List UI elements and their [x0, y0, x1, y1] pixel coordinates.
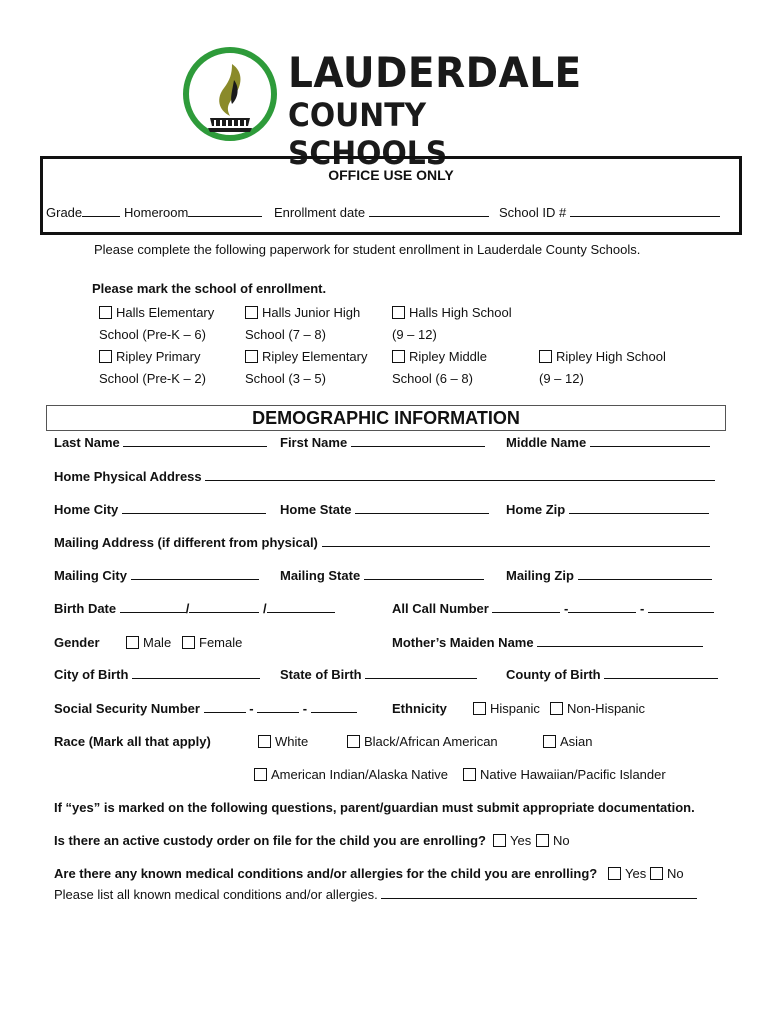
birth-date-label: Birth Date — [54, 601, 117, 616]
medical-yes-option[interactable]: Yes — [608, 866, 646, 881]
all-call-number-field[interactable]: All Call Number - - — [392, 601, 714, 616]
school-id-field[interactable] — [499, 205, 720, 220]
gender-male-option[interactable]: Male — [126, 635, 171, 650]
race-label: Race (Mark all that apply) — [54, 734, 211, 749]
mailing-zip-field[interactable] — [506, 568, 712, 583]
race-black-option[interactable]: Black/African American — [347, 734, 498, 749]
intro-text: Please complete the following paperwork for student enrollment in Lauderdale County Schools. — [94, 242, 641, 257]
city-of-birth-field[interactable] — [54, 667, 260, 682]
ssn-label: Social Security Number — [54, 701, 200, 716]
checkbox[interactable] — [182, 636, 195, 649]
enrollment-date-label: Enrollment date — [274, 205, 366, 220]
grade-label: Grade — [46, 205, 83, 220]
logo-title-line2: COUNTY SCHOOLS — [288, 96, 448, 172]
race-american-indian-option[interactable]: American Indian/Alaska Native — [254, 767, 448, 782]
middle-name-field[interactable] — [506, 435, 710, 450]
office-use-box — [40, 156, 742, 235]
ethnicity-non-hispanic-option[interactable]: Non-Hispanic — [550, 701, 645, 716]
checkbox[interactable] — [543, 735, 556, 748]
grade-field[interactable] — [46, 205, 120, 220]
school-id-label: School ID # — [499, 205, 567, 220]
torch-emblem-icon — [182, 46, 278, 142]
city-of-birth-label: City of Birth — [54, 667, 129, 682]
custody-no-option[interactable]: No — [536, 833, 570, 848]
medical-list-field[interactable] — [54, 887, 697, 902]
home-city-label: Home City — [54, 502, 119, 517]
gender-female-option[interactable]: Female — [182, 635, 242, 650]
last-name-field[interactable] — [54, 435, 267, 450]
checkbox[interactable] — [245, 350, 258, 363]
medical-no-option[interactable]: No — [650, 866, 684, 881]
home-zip-label: Home Zip — [506, 502, 566, 517]
mailing-state-label: Mailing State — [280, 568, 361, 583]
county-of-birth-label: County of Birth — [506, 667, 601, 682]
checkbox[interactable] — [245, 306, 258, 319]
first-name-label: First Name — [280, 435, 348, 450]
checkbox[interactable] — [126, 636, 139, 649]
checkbox[interactable] — [254, 768, 267, 781]
school-option-ripley-high[interactable]: Ripley High School (9 – 12) — [539, 349, 666, 386]
ethnicity-hispanic-option[interactable]: Hispanic — [473, 701, 540, 716]
home-address-label: Home Physical Address — [54, 469, 202, 484]
custody-question: Is there an active custody order on file for the child you are enrolling? — [54, 833, 486, 848]
home-state-field[interactable] — [280, 502, 489, 517]
checkbox[interactable] — [99, 350, 112, 363]
mailing-city-field[interactable] — [54, 568, 259, 583]
checkbox[interactable] — [650, 867, 663, 880]
birth-date-field[interactable]: Birth Date / / — [54, 601, 335, 616]
school-option-halls-elementary[interactable]: Halls Elementary School (Pre-K – 6) — [99, 305, 215, 342]
checkbox[interactable] — [493, 834, 506, 847]
home-zip-field[interactable] — [506, 502, 709, 517]
checkbox[interactable] — [99, 306, 112, 319]
documentation-note: If “yes” is marked on the following questions, parent/guardian must submit appropriate documentation. — [54, 800, 695, 815]
office-use-title: OFFICE USE ONLY — [328, 167, 454, 183]
home-address-field[interactable] — [54, 469, 715, 484]
mailing-city-label: Mailing City — [54, 568, 127, 583]
mailing-zip-label: Mailing Zip — [506, 568, 574, 583]
checkbox[interactable] — [608, 867, 621, 880]
maiden-name-label: Mother’s Maiden Name — [392, 635, 534, 650]
mailing-address-label: Mailing Address (if different from physical) — [54, 535, 318, 550]
county-of-birth-field[interactable] — [506, 667, 718, 682]
school-option-ripley-middle[interactable]: Ripley Middle School (6 – 8) — [392, 349, 488, 386]
homeroom-field[interactable] — [124, 205, 262, 220]
medical-question: Are there any known medical conditions and/or allergies for the child you are enrolling? — [54, 866, 598, 881]
checkbox[interactable] — [392, 306, 405, 319]
checkbox[interactable] — [550, 702, 563, 715]
mailing-address-field[interactable] — [54, 535, 710, 550]
last-name-label: Last Name — [54, 435, 120, 450]
checkbox[interactable] — [392, 350, 405, 363]
middle-name-label: Middle Name — [506, 435, 587, 450]
mailing-state-field[interactable] — [280, 568, 484, 583]
checkbox[interactable] — [536, 834, 549, 847]
ssn-field[interactable]: Social Security Number - - — [54, 701, 357, 716]
gender-label: Gender — [54, 635, 100, 650]
custody-yes-option[interactable]: Yes — [493, 833, 531, 848]
school-option-halls-high[interactable]: Halls High School (9 – 12) — [392, 305, 512, 342]
checkbox[interactable] — [473, 702, 486, 715]
homeroom-label: Homeroom — [124, 205, 189, 220]
school-logo — [182, 44, 592, 172]
state-of-birth-field[interactable] — [280, 667, 477, 682]
first-name-field[interactable] — [280, 435, 485, 450]
all-call-number-label: All Call Number — [392, 601, 489, 616]
home-city-field[interactable] — [54, 502, 266, 517]
logo-title-line1: LAUDERDALE — [288, 48, 582, 97]
home-state-label: Home State — [280, 502, 352, 517]
race-white-option[interactable]: White — [258, 734, 308, 749]
checkbox[interactable] — [539, 350, 552, 363]
demographic-title: DEMOGRAPHIC INFORMATION — [252, 408, 520, 428]
maiden-name-field[interactable] — [392, 635, 703, 650]
checkbox[interactable] — [463, 768, 476, 781]
school-option-ripley-primary[interactable]: Ripley Primary School (Pre-K – 2) — [99, 349, 206, 386]
school-selection-heading: Please mark the school of enrollment. — [92, 281, 327, 296]
race-asian-option[interactable]: Asian — [543, 734, 593, 749]
ethnicity-label: Ethnicity — [392, 701, 447, 716]
school-option-halls-junior-high[interactable]: Halls Junior High School (7 – 8) — [245, 305, 361, 342]
demographic-header-box — [46, 405, 726, 431]
enrollment-date-field[interactable] — [274, 205, 489, 220]
state-of-birth-label: State of Birth — [280, 667, 362, 682]
medical-list-label: Please list all known medical conditions and/or allergies. — [54, 887, 378, 902]
checkbox[interactable] — [258, 735, 271, 748]
school-option-ripley-elementary[interactable]: Ripley Elementary School (3 – 5) — [245, 349, 368, 386]
race-hawaiian-option[interactable]: Native Hawaiian/Pacific Islander — [463, 767, 666, 782]
checkbox[interactable] — [347, 735, 360, 748]
